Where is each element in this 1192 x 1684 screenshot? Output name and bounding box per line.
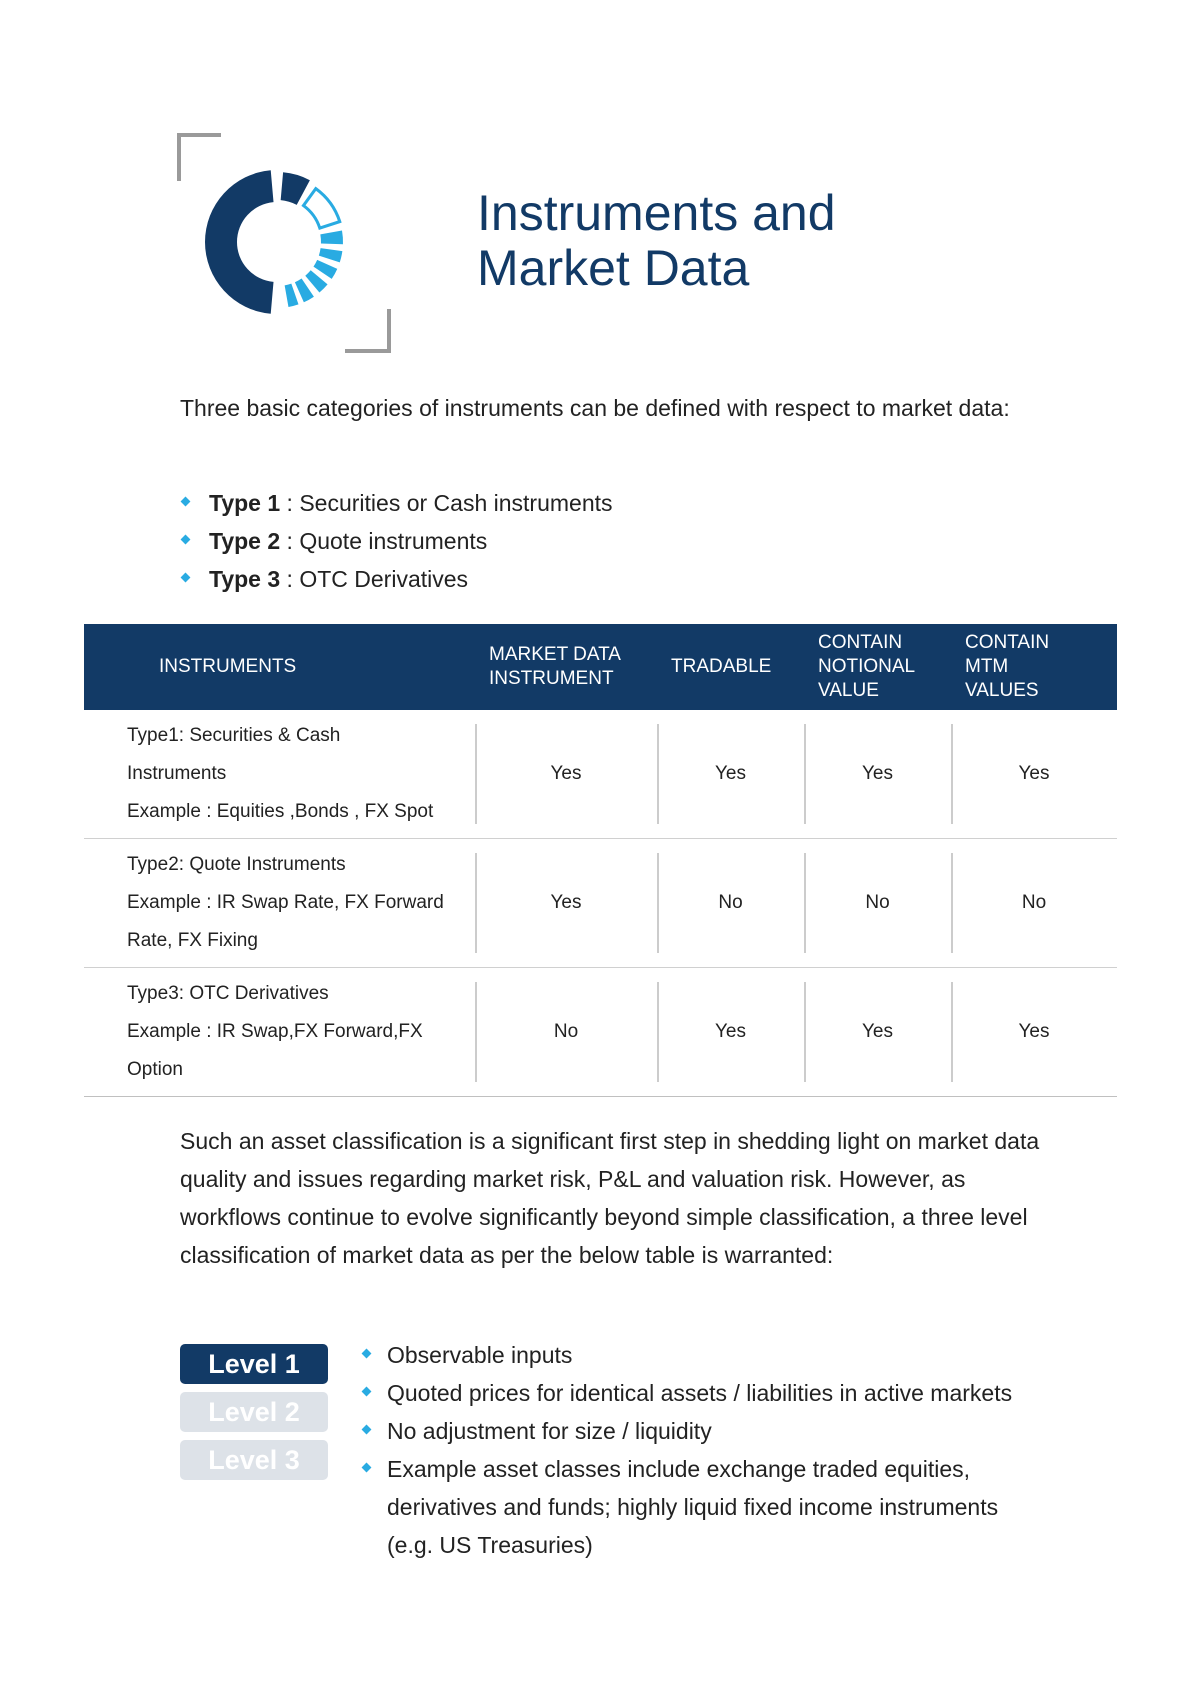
notional-cell: No: [804, 839, 951, 968]
type-label: Type 2: [209, 528, 281, 554]
type-separator: :: [280, 566, 300, 592]
type-item: [180, 484, 613, 522]
header-contain-notional-value: CONTAIN NOTIONAL VALUE: [804, 624, 951, 710]
title-line-2: Market Data: [477, 240, 750, 296]
type-separator: :: [280, 490, 300, 516]
tradable-cell: Yes: [657, 968, 804, 1097]
instrument-cell: Type2: Quote Instruments Example : IR Swap Rate, FX Forward Rate, FX Fixing: [127, 854, 444, 951]
type-desc: OTC Derivatives: [299, 566, 469, 592]
mtm-cell: Yes: [951, 968, 1117, 1097]
type-list: [180, 484, 613, 598]
market-data-cell: Yes: [475, 839, 657, 968]
diamond-bullet-icon: [362, 1349, 372, 1359]
table-row: [84, 710, 1117, 839]
list-item: Observable inputs: [366, 1336, 1036, 1374]
type-separator: :: [280, 528, 300, 554]
frame-corner-top-left: [179, 135, 221, 181]
header-contain-mtm-values: CONTAIN MTM VALUES: [951, 624, 1117, 710]
market-data-cell: Yes: [475, 710, 657, 839]
notional-cell: Yes: [804, 710, 951, 839]
market-data-cell: No: [475, 968, 657, 1097]
intro-text: Three basic categories of instruments can be defined with respect to market data:: [180, 395, 1010, 421]
diamond-bullet-icon: [181, 535, 191, 545]
title-line-1: Instruments and: [477, 185, 836, 241]
diamond-bullet-icon: [362, 1463, 372, 1473]
tradable-cell: No: [657, 839, 804, 968]
mtm-cell: No: [951, 839, 1117, 968]
header-instruments: INSTRUMENTS: [84, 624, 475, 710]
instrument-cell: Type1: Securities & Cash Instruments Example : Equities ,Bonds , FX Spot: [127, 725, 434, 822]
classification-paragraph: Such an asset classification is a significant first step in shedding light on market data quality and issues regarding market risk, P&L and valuation risk. However, as workflows continue to evolve significantly beyond simple classification, a three level classification of market data as per the below table is warranted:: [180, 1128, 1040, 1268]
level-detail-list: [366, 1336, 1036, 1564]
mtm-cell: Yes: [951, 710, 1117, 839]
notional-cell: Yes: [804, 968, 951, 1097]
donut-chart-icon: [175, 131, 395, 356]
header-tradable: TRADABLE: [657, 624, 804, 710]
donut-outline-segment: [303, 189, 339, 228]
type-label: Type 1: [209, 490, 281, 516]
diamond-bullet-icon: [362, 1425, 372, 1435]
tradable-cell: Yes: [657, 710, 804, 839]
instruments-table: [84, 624, 1117, 1097]
header-market-data-instrument: MARKET DATA INSTRUMENT: [475, 624, 657, 710]
list-item: No adjustment for size / liquidity: [366, 1412, 1036, 1450]
instrument-cell: Type3: OTC Derivatives Example : IR Swap,FX Forward,FX Option: [127, 983, 423, 1080]
list-item: Example asset classes include exchange traded equities, derivatives and funds; highly liquid fixed income instruments (e.g. US Treasuries): [366, 1450, 1036, 1564]
donut-small-segment: [281, 172, 310, 205]
page-title: [477, 186, 836, 296]
level-tabs: [180, 1344, 328, 1488]
diamond-bullet-icon: [362, 1387, 372, 1397]
table-row: [84, 839, 1117, 968]
frame-corner-bottom-right: [345, 309, 389, 351]
donut-stripe-segment: [319, 248, 343, 262]
type-desc: Quote instruments: [299, 528, 488, 554]
donut-stripe-segment: [320, 231, 343, 245]
donut-main-segment: [205, 170, 274, 313]
table-row: [84, 968, 1117, 1097]
diamond-bullet-icon: [181, 573, 191, 583]
level-1-tab[interactable]: Level 1: [180, 1344, 328, 1384]
level-2-tab[interactable]: Level 2: [180, 1392, 328, 1432]
donut-stripe-segment: [285, 284, 299, 307]
type-label: Type 3: [209, 566, 281, 592]
type-item: [180, 560, 613, 598]
table-header-row: [84, 624, 1117, 710]
diamond-bullet-icon: [181, 497, 191, 507]
type-item: [180, 522, 613, 560]
level-3-tab[interactable]: Level 3: [180, 1440, 328, 1480]
list-item: Quoted prices for identical assets / liabilities in active markets: [366, 1374, 1036, 1412]
type-desc: Securities or Cash instruments: [299, 490, 613, 516]
